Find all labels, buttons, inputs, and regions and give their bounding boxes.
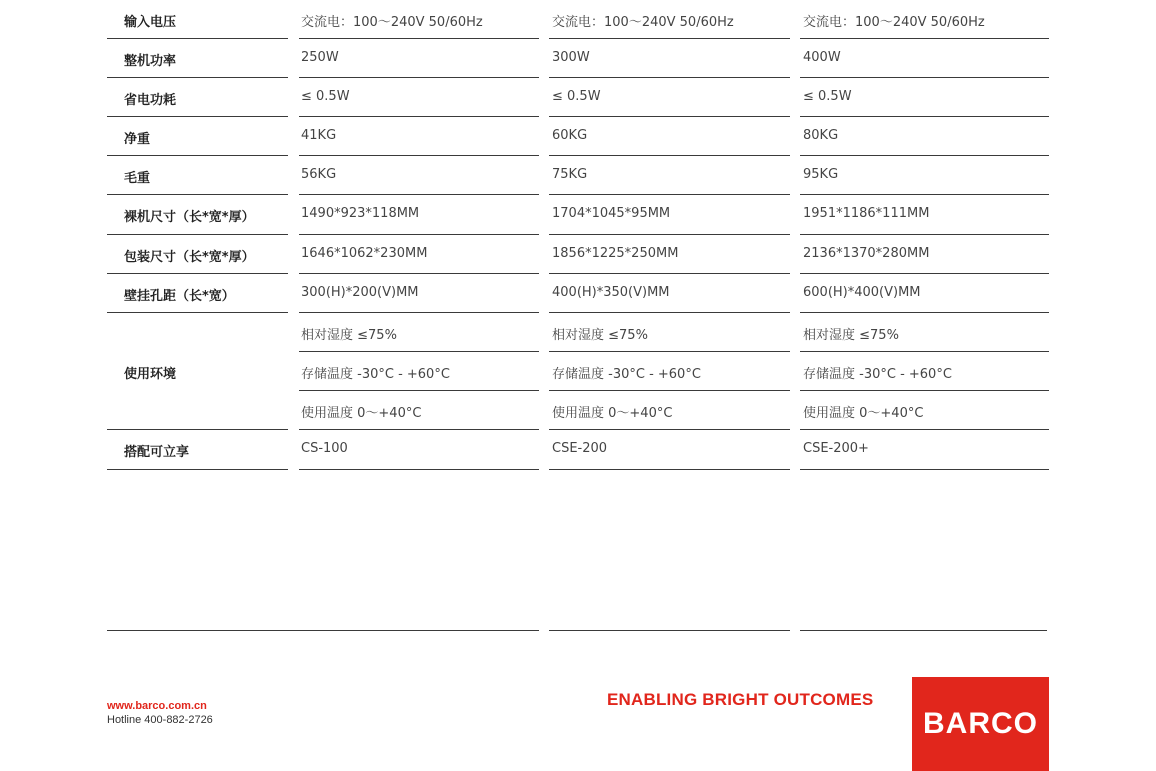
row-divider — [800, 77, 1049, 78]
row-divider — [299, 155, 539, 156]
row-divider — [107, 273, 288, 274]
spec-cell: ≤ 0.5W — [803, 89, 852, 104]
row-divider — [299, 77, 539, 78]
row-divider — [107, 194, 288, 195]
spec-cell: 使用温度 0～+40°C — [803, 406, 924, 421]
row-divider — [549, 429, 790, 430]
row-divider — [299, 116, 539, 117]
footer-rule — [800, 630, 1047, 631]
spec-row-label: 裸机尺寸（长*宽*厚） — [124, 210, 255, 225]
spec-row-label: 输入电压 — [124, 15, 177, 30]
spec-cell: 400(H)*350(V)MM — [552, 285, 670, 300]
spec-row-label: 毛重 — [124, 171, 151, 186]
row-divider — [299, 390, 539, 391]
spec-row-label: 净重 — [124, 132, 151, 147]
row-divider — [107, 116, 288, 117]
spec-row-label: 整机功率 — [124, 54, 177, 69]
spec-cell: CSE-200 — [552, 441, 608, 456]
row-divider — [107, 312, 288, 313]
spec-cell: 60KG — [552, 128, 588, 143]
row-divider — [800, 351, 1049, 352]
spec-cell: 交流电：100～240V 50/60Hz — [803, 15, 985, 30]
spec-row-label: 包装尺寸（长*宽*厚） — [124, 250, 255, 265]
spec-cell: 相对湿度 ≤75% — [552, 328, 648, 343]
spec-cell: 300(H)*200(V)MM — [301, 285, 419, 300]
row-divider — [549, 194, 790, 195]
spec-cell: 2136*1370*280MM — [803, 246, 930, 261]
footer-rule — [549, 630, 790, 631]
row-divider — [299, 38, 539, 39]
spec-cell: 相对湿度 ≤75% — [803, 328, 899, 343]
logo-wordmark: BARCO — [923, 707, 1038, 740]
spec-cell: 1951*1186*111MM — [803, 206, 930, 221]
spec-cell: 600(H)*400(V)MM — [803, 285, 921, 300]
tagline: ENABLING BRIGHT OUTCOMES — [607, 690, 874, 709]
row-divider — [299, 429, 539, 430]
spec-cell: 95KG — [803, 167, 839, 182]
spec-cell: 使用温度 0～+40°C — [301, 406, 422, 421]
spec-cell: 75KG — [552, 167, 588, 182]
spec-cell: 存储温度 -30°C - +60°C — [301, 367, 450, 382]
spec-cell: 400W — [803, 50, 841, 65]
row-divider — [800, 155, 1049, 156]
spec-row-label: 使用环境 — [124, 367, 177, 382]
spec-cell: 1490*923*118MM — [301, 206, 420, 221]
row-divider — [549, 234, 790, 235]
spec-row-label: 搭配可立享 — [124, 445, 190, 460]
spec-cell: 300W — [552, 50, 590, 65]
row-divider — [800, 312, 1049, 313]
row-divider — [800, 116, 1049, 117]
row-divider — [800, 273, 1049, 274]
row-divider — [549, 469, 790, 470]
spec-cell: 交流电：100～240V 50/60Hz — [552, 15, 734, 30]
spec-cell: 交流电：100～240V 50/60Hz — [301, 15, 483, 30]
row-divider — [549, 38, 790, 39]
spec-cell: CS-100 — [301, 441, 348, 456]
row-divider — [107, 38, 288, 39]
row-divider — [800, 194, 1049, 195]
row-divider — [549, 351, 790, 352]
spec-cell: 使用温度 0～+40°C — [552, 406, 673, 421]
spec-cell: 1856*1225*250MM — [552, 246, 679, 261]
spec-cell: 80KG — [803, 128, 839, 143]
spec-cell: CSE-200+ — [803, 441, 869, 456]
row-divider — [107, 155, 288, 156]
row-divider — [107, 77, 288, 78]
row-divider — [800, 234, 1049, 235]
spec-cell: 1704*1045*95MM — [552, 206, 671, 221]
barco-logo — [912, 677, 1049, 771]
spec-row-label: 壁挂孔距（长*宽） — [124, 289, 235, 304]
row-divider — [549, 77, 790, 78]
spec-cell: 250W — [301, 50, 339, 65]
spec-cell: ≤ 0.5W — [552, 89, 601, 104]
spec-row-label: 省电功耗 — [124, 93, 177, 108]
spec-cell: 存储温度 -30°C - +60°C — [552, 367, 701, 382]
spec-cell: 1646*1062*230MM — [301, 246, 428, 261]
spec-cell: 56KG — [301, 167, 337, 182]
row-divider — [299, 312, 539, 313]
row-divider — [107, 234, 288, 235]
row-divider — [299, 273, 539, 274]
spec-cell: 相对湿度 ≤75% — [301, 328, 397, 343]
website-link[interactable]: www.barco.com.cn — [107, 700, 207, 712]
row-divider — [800, 469, 1049, 470]
row-divider — [549, 312, 790, 313]
row-divider — [299, 469, 539, 470]
row-divider — [549, 116, 790, 117]
row-divider — [549, 155, 790, 156]
hotline-text: Hotline 400-882-2726 — [107, 714, 213, 726]
row-divider — [800, 38, 1049, 39]
row-divider — [800, 429, 1049, 430]
row-divider — [299, 234, 539, 235]
spec-cell: ≤ 0.5W — [301, 89, 350, 104]
row-divider — [549, 273, 790, 274]
spec-cell: 存储温度 -30°C - +60°C — [803, 367, 952, 382]
row-divider — [107, 469, 288, 470]
spec-cell: 41KG — [301, 128, 337, 143]
row-divider — [800, 390, 1049, 391]
row-divider — [299, 194, 539, 195]
footer-rule — [107, 630, 539, 631]
row-divider — [299, 351, 539, 352]
row-divider — [549, 390, 790, 391]
row-divider — [107, 429, 288, 430]
